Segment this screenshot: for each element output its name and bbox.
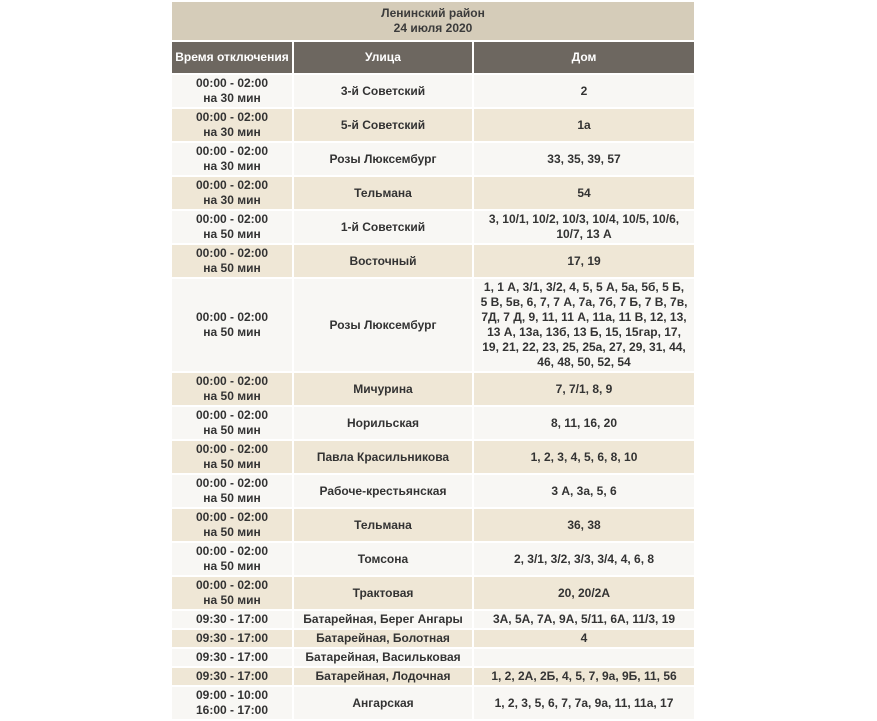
outage-time-cell [172, 475, 292, 507]
column-header-row [172, 42, 694, 73]
table-row [172, 577, 694, 609]
outage-time-cell [172, 143, 292, 175]
outage-time-cell [172, 577, 292, 609]
outage-time-line: на 50 мин [203, 389, 261, 403]
house-numbers-cell: 7, 7/1, 8, 9 [474, 373, 694, 405]
outage-time-line: 00:00 - 02:00 [195, 476, 269, 490]
table-row [172, 630, 694, 647]
street-cell: Трактовая [294, 577, 472, 609]
outage-time-line: на 30 мин [203, 193, 261, 207]
outage-time-line: 09:00 - 10:00 [195, 688, 269, 702]
table-row [172, 373, 694, 405]
outage-time-line: на 50 мин [203, 525, 261, 539]
outage-time-cell [172, 407, 292, 439]
outage-time-line: 00:00 - 02:00 [195, 110, 269, 124]
street-cell: 1-й Советский [294, 211, 472, 243]
outage-time-cell [172, 543, 292, 575]
street-cell: Норильская [294, 407, 472, 439]
outage-time-line: 00:00 - 02:00 [195, 144, 269, 158]
outage-time-line: на 50 мин [203, 261, 261, 275]
house-numbers-cell: 1, 2, 3, 4, 5, 6, 8, 10 [474, 441, 694, 473]
outage-time-cell [172, 611, 292, 628]
outage-time-cell [172, 687, 292, 719]
outage-time-line: на 30 мин [203, 125, 261, 139]
outage-time-line: 09:30 - 17:00 [195, 631, 269, 645]
outage-time-cell [172, 373, 292, 405]
street-cell: Павла Красильникова [294, 441, 472, 473]
outage-time-cell [172, 75, 292, 107]
street-cell: Батарейная, Болотная [294, 630, 472, 647]
house-numbers-cell: 1, 2, 3, 5, 6, 7, 7а, 9а, 11, 11а, 17 [474, 687, 694, 719]
table-row [172, 245, 694, 277]
house-numbers-cell: 3 А, 3а, 5, 6 [474, 475, 694, 507]
outage-time-line: 00:00 - 02:00 [195, 408, 269, 422]
house-numbers-cell: 3, 10/1, 10/2, 10/3, 10/4, 10/5, 10/6, 10/7, 13 А [474, 211, 694, 243]
outage-time-line: 00:00 - 02:00 [195, 578, 269, 592]
column-header-street: Улица [294, 42, 472, 73]
house-numbers-cell: 1, 1 А, 3/1, 3/2, 4, 5, 5 А, 5а, 5б, 5 Б, 5 В, 5в, 6, 7, 7 А, 7а, 7б, 7 Б, 7 В, 7в, 7Д, 7 Д, 9, 11, 11 А, 11а, 11 В, 12, 13, 13 А, 13а, 13б, 13 Б, 15, 15гар, 17, 19, 21, 22, 23, 25, 25а, 27, 29, 31, 44, 46, 48, 50, 52, 54 [474, 279, 694, 371]
table-row [172, 109, 694, 141]
outage-time-line: 00:00 - 02:00 [195, 442, 269, 456]
outage-time-line: на 50 мин [203, 559, 261, 573]
street-cell: Розы Люксембург [294, 143, 472, 175]
outage-time-cell [172, 630, 292, 647]
street-cell: Розы Люксембург [294, 279, 472, 371]
outage-time-line: 00:00 - 02:00 [195, 510, 269, 524]
schedule-date: 24 июля 2020 [393, 21, 473, 35]
outage-time-cell [172, 509, 292, 541]
title-row [172, 2, 694, 40]
outage-time-line: 00:00 - 02:00 [195, 212, 269, 226]
street-cell: Батарейная, Берег Ангары [294, 611, 472, 628]
outage-time-line: 09:30 - 17:00 [195, 669, 269, 683]
outage-time-cell [172, 211, 292, 243]
outage-time-cell [172, 441, 292, 473]
outage-time-line: на 50 мин [203, 491, 261, 505]
outage-time-line: 16:00 - 17:00 [195, 703, 269, 717]
table-row [172, 75, 694, 107]
street-cell: Восточный [294, 245, 472, 277]
table-row [172, 475, 694, 507]
house-numbers-cell: 4 [474, 630, 694, 647]
table-row [172, 177, 694, 209]
table-row [172, 211, 694, 243]
outage-time-line: на 50 мин [203, 457, 261, 471]
street-cell: Мичурина [294, 373, 472, 405]
table-row [172, 509, 694, 541]
street-cell: Батарейная, Васильковая [294, 649, 472, 666]
house-numbers-cell: 8, 11, 16, 20 [474, 407, 694, 439]
table-row [172, 407, 694, 439]
column-header-house: Дом [474, 42, 694, 73]
house-numbers-cell: 54 [474, 177, 694, 209]
outage-schedule-table [170, 0, 696, 721]
outage-time-cell [172, 279, 292, 371]
table-row [172, 611, 694, 628]
table-row [172, 687, 694, 719]
outage-time-line: на 30 мин [203, 159, 261, 173]
table-title [172, 2, 694, 40]
street-cell: 3-й Советский [294, 75, 472, 107]
street-cell: Ангарская [294, 687, 472, 719]
outage-time-line: на 50 мин [203, 227, 261, 241]
street-cell: Батарейная, Лодочная [294, 668, 472, 685]
outage-time-cell [172, 649, 292, 666]
outage-time-line: на 50 мин [203, 593, 261, 607]
outage-time-cell [172, 668, 292, 685]
outage-time-line: 09:30 - 17:00 [195, 650, 269, 664]
street-cell: Рабоче-крестьянская [294, 475, 472, 507]
outage-time-line: 00:00 - 02:00 [195, 246, 269, 260]
outage-time-line: на 50 мин [203, 423, 261, 437]
house-numbers-cell: 17, 19 [474, 245, 694, 277]
street-cell: Тельмана [294, 509, 472, 541]
outage-time-cell [172, 177, 292, 209]
outage-time-cell [172, 109, 292, 141]
outage-time-cell [172, 245, 292, 277]
outage-time-line: 00:00 - 02:00 [195, 178, 269, 192]
house-numbers-cell: 2, 3/1, 3/2, 3/3, 3/4, 4, 6, 8 [474, 543, 694, 575]
district-name: Ленинский район [381, 6, 485, 20]
street-cell: Томсона [294, 543, 472, 575]
table-row [172, 543, 694, 575]
house-numbers-cell: 33, 35, 39, 57 [474, 143, 694, 175]
outage-time-line: на 50 мин [203, 325, 261, 339]
house-numbers-cell: 1, 2, 2А, 2Б, 4, 5, 7, 9а, 9Б, 11, 56 [474, 668, 694, 685]
table-body [172, 75, 694, 719]
table-row [172, 649, 694, 666]
house-numbers-cell: 20, 20/2А [474, 577, 694, 609]
house-numbers-cell: 2 [474, 75, 694, 107]
outage-time-line: 09:30 - 17:00 [195, 612, 269, 626]
table-row [172, 668, 694, 685]
table-row [172, 143, 694, 175]
street-cell: 5-й Советский [294, 109, 472, 141]
table-row [172, 279, 694, 371]
outage-time-line: на 30 мин [203, 91, 261, 105]
outage-time-line: 00:00 - 02:00 [195, 310, 269, 324]
house-numbers-cell: 3А, 5А, 7А, 9А, 5/11, 6А, 11/3, 19 [474, 611, 694, 628]
table-row [172, 441, 694, 473]
column-header-time: Время отключения [172, 42, 292, 73]
outage-time-line: 00:00 - 02:00 [195, 76, 269, 90]
outage-time-line: 00:00 - 02:00 [195, 544, 269, 558]
house-numbers-cell: 36, 38 [474, 509, 694, 541]
house-numbers-cell: 1а [474, 109, 694, 141]
outage-time-line: 00:00 - 02:00 [195, 374, 269, 388]
house-numbers-cell [474, 649, 694, 666]
street-cell: Тельмана [294, 177, 472, 209]
